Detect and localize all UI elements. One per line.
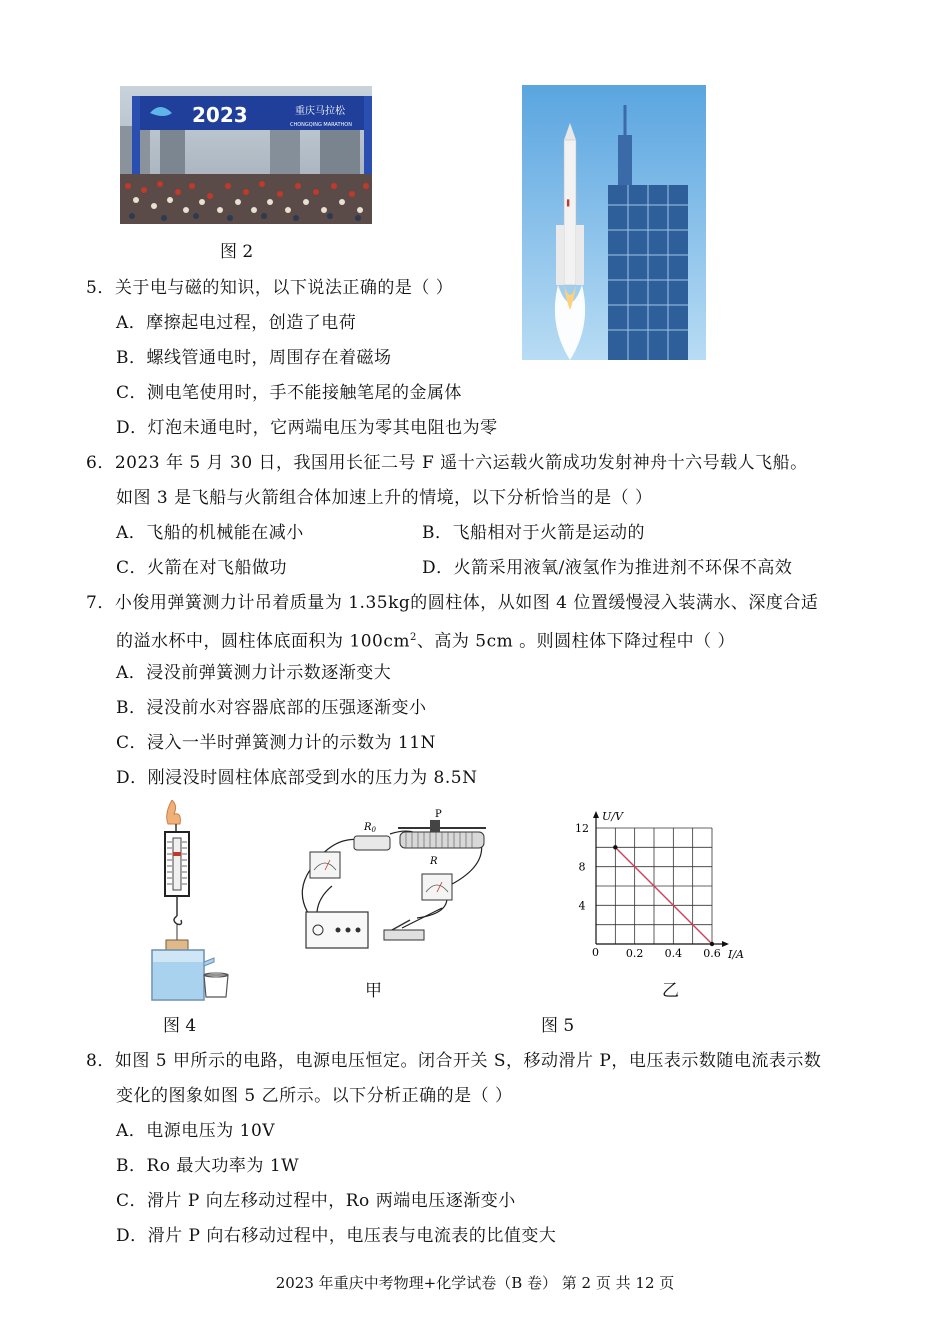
q7-option-a: A．浸没前弹簧测力计示数逐渐变大 xyxy=(116,663,392,683)
figure-4-caption: 图 4 xyxy=(163,1016,197,1036)
q7-stem-line2 xyxy=(116,626,735,654)
x-tick-labels xyxy=(626,947,721,960)
figure-4-apparatus xyxy=(148,800,248,1005)
figure-5-caption: 图 5 xyxy=(541,1016,575,1036)
q8-option-a: A．电源电压为 10V xyxy=(116,1121,276,1141)
series-line xyxy=(615,847,712,944)
q8-stem-line2: 变化的图象如图 5 乙所示。以下分析正确的是（ ） xyxy=(116,1086,513,1106)
rocket-photo xyxy=(522,85,706,360)
svg-text:▌: ▌ xyxy=(567,200,572,207)
q6-option-a: A．飞船的机械能在减小 xyxy=(116,523,304,543)
q6-stem-line1: 6．2023 年 5 月 30 日，我国用长征二号 F 遥十六运载火箭成功发射神舟十六号载人飞船。 xyxy=(86,453,808,473)
q5-option-a: A．摩擦起电过程，创造了电荷 xyxy=(116,313,357,333)
y-axis-label: U/V xyxy=(602,810,623,823)
x-axis-arrow xyxy=(722,941,729,947)
origin-label: 0 xyxy=(592,946,599,959)
rheostat-r-label: R xyxy=(430,856,438,867)
q6-option-d: D．火箭采用液氧/液氢作为推进剂不环保不高效 xyxy=(422,558,793,578)
q6-option-c: C．火箭在对飞船做功 xyxy=(116,558,288,578)
x-tick-label: 0.2 xyxy=(625,947,644,960)
q5-option-b: B．螺线管通电时，周围存在着磁场 xyxy=(116,348,392,368)
slider-p-label: P xyxy=(435,809,442,820)
series-point xyxy=(613,845,617,849)
q7-stem-line2-part1: 的溢水杯中，圆柱体底面积为 100cm xyxy=(116,631,410,652)
q7-option-d: D．刚浸没时圆柱体底部受到水的压力为 8.5N xyxy=(116,768,478,788)
banner-subtitle: CHONGQING MARATHON xyxy=(290,122,352,128)
x-tick-label: 0.6 xyxy=(703,947,721,960)
marathon-photo-illustration xyxy=(120,86,372,224)
figure-5-right-label: 乙 xyxy=(662,981,679,1001)
q8-option-c: C．滑片 P 向左移动过程中，Ro 两端电压逐渐变小 xyxy=(116,1191,516,1211)
y-tick-labels xyxy=(575,822,589,912)
y-tick-label: 12 xyxy=(575,822,589,835)
q7-superscript: 2 xyxy=(410,632,417,643)
banner-title: 重庆马拉松 xyxy=(295,106,345,117)
rocket-photo-illustration xyxy=(522,85,706,360)
q7-stem-line1: 7．小俊用弹簧测力计吊着质量为 1.35kg的圆柱体，从如图 4 位置缓慢浸入装满水、深度合适 xyxy=(86,593,819,613)
banner-year: 2023 xyxy=(192,103,248,127)
series-point xyxy=(710,942,714,946)
x-tick-label: 0.4 xyxy=(664,947,683,960)
graph-series xyxy=(613,845,714,946)
r0-label: $R_0$ xyxy=(364,822,376,834)
q5-option-d: D．灯泡未通电时，它两端电压为零其电阻也为零 xyxy=(116,418,498,438)
q5-stem: 5．关于电与磁的知识，以下说法正确的是（ ） xyxy=(86,278,454,298)
q8-option-b: B．Ro 最大功率为 1W xyxy=(116,1156,300,1176)
figure-5-graph xyxy=(572,806,762,966)
q5-option-c: C．测电笔使用时，手不能接触笔尾的金属体 xyxy=(116,383,463,403)
y-tick-label: 8 xyxy=(578,860,586,874)
graph-axes xyxy=(593,811,729,947)
q7-stem-line2-part2: 、高为 5cm 。则圆柱体下降过程中（ ） xyxy=(416,631,736,652)
q7-option-c: C．浸入一半时弹簧测力计的示数为 11N xyxy=(116,733,436,753)
y-axis-arrow xyxy=(593,811,599,818)
figure-5-circuit xyxy=(292,808,492,958)
circuit-illustration xyxy=(292,808,492,958)
q8-option-d: D．滑片 P 向右移动过程中，电压表与电流表的比值变大 xyxy=(116,1226,557,1246)
u-i-graph xyxy=(572,806,762,966)
figure-2-caption: 图 2 xyxy=(220,242,254,262)
x-axis-label: I/A xyxy=(728,948,744,961)
q6-stem-line2: 如图 3 是飞船与火箭组合体加速上升的情境，以下分析恰当的是（ ） xyxy=(116,488,653,508)
q6-option-b: B．飞船相对于火箭是运动的 xyxy=(422,523,645,543)
q8-stem-line1: 8．如图 5 甲所示的电路，电源电压恒定。闭合开关 S，移动滑片 P，电压表示数随电流表示数 xyxy=(86,1051,822,1071)
y-tick-label: 4 xyxy=(578,899,586,913)
figure-5-left-label: 甲 xyxy=(365,981,382,1001)
spring-scale-illustration xyxy=(148,800,248,1005)
marathon-photo xyxy=(120,86,372,224)
page-footer: 2023 年重庆中考物理+化学试卷（B 卷） 第 2 页 共 12 页 xyxy=(275,1274,675,1292)
q7-option-b: B．浸没前水对容器底部的压强逐渐变小 xyxy=(116,698,427,718)
